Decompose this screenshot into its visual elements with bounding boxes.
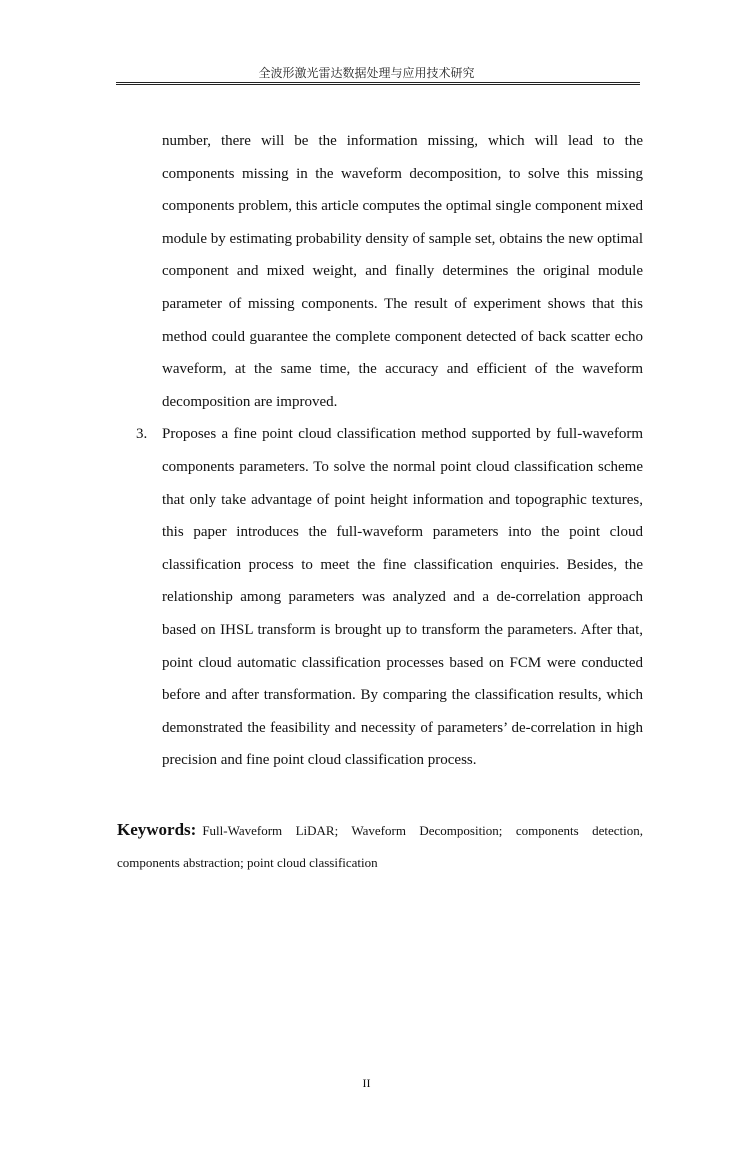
header-rule <box>116 82 640 85</box>
list-item-text: Proposes a fine point cloud classification method supported by full-waveform components parameters. To solve the normal point cloud classification scheme that only take advantage of point height information and topographic textures, this paper introduces the full-waveform parameters into the point cloud classification process to meet the fine classification enquiries. Besides, the relationship among parameters was analyzed and a de-correlation approach based on IHSL transform is brought up to transform the parameters. After that, point cloud automatic classification processes based on FCM were conducted before and after transformation. By comparing the classification results, which demonstrated the feasibility and necessity of parameters’ de-correlation in high precision and fine point cloud classification process. <box>162 426 643 769</box>
abstract-body <box>136 125 643 777</box>
continuation-paragraph: number, there will be the information missing, which will lead to the components missing in the waveform decomposition, to solve this missing components problem, this article computes the optimal single component mixed module by estimating probability density of sample set, obtains the new optimal component and mixed weight, and finally determines the original module parameter of missing components. The result of experiment shows that this method could guarantee the complete component detected of back scatter echo waveform, at the same time, the accuracy and efficient of the waveform decomposition are improved. <box>162 133 643 410</box>
list-item-3 <box>136 418 643 777</box>
keywords-label: Keywords: <box>117 820 197 839</box>
keywords-text: Full-Waveform LiDAR; Waveform Decomposition; components detection, components abstraction; point cloud classification <box>117 823 643 870</box>
keywords-section <box>117 814 643 879</box>
list-number: 3. <box>136 426 148 443</box>
page-number: II <box>362 1076 371 1090</box>
running-header: 全波形激光雷达数据处理与应用技术研究 <box>258 66 475 80</box>
